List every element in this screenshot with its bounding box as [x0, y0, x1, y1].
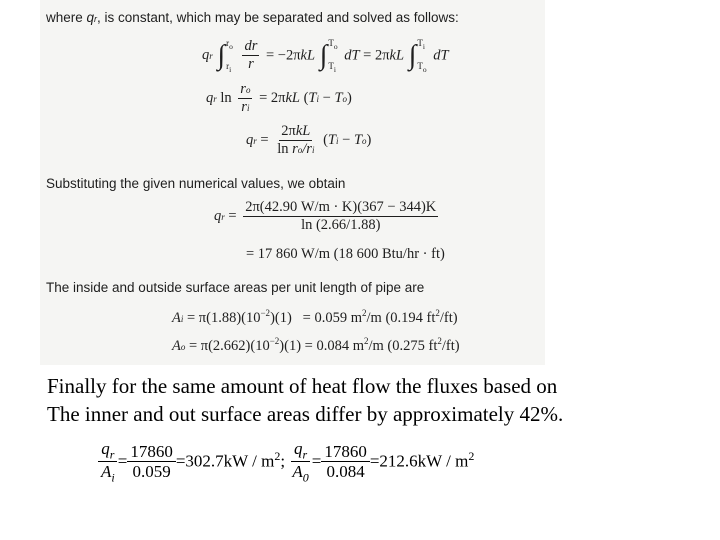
flux-inner-fraction: $\frac{17860}{0.059}$: [127, 443, 176, 481]
caption-line-2: The inner and out surface areas differ by approximately 42%.: [47, 402, 564, 426]
numeric-numerator: 2π(42.90 W/m · K)(367 − 344)K: [245, 199, 437, 215]
flux-inner-result: =302.7kW / m: [175, 451, 275, 471]
scanned-textbook-excerpt: [40, 0, 545, 365]
qr-over-ao: $\frac{q_r}{A_0}$: [292, 439, 309, 485]
equation-qr: qr = $\frac{\text{2πkL}}{\text{ln ro/ri}}$ (Ti − To): [246, 123, 372, 157]
substitute-text: Substituting the given numerical values, we obtain: [46, 176, 346, 191]
caption: [47, 372, 563, 428]
equation-log: qr ln $\frac{ro}{ri}$ = 2πkL (Ti − To): [206, 81, 352, 115]
flux-outer-result: =212.6kW / m: [369, 451, 469, 471]
qr-over-ai: $\frac{q_r}{A_i}$: [98, 440, 118, 485]
numeric-denominator: ln (2.66/1.88): [301, 216, 381, 233]
intro-text: where qr, is constant, which may be separated and solved as follows:: [46, 10, 459, 25]
areas-intro-text: The inside and outside surface areas per unit length of pipe are: [46, 280, 425, 295]
flux-outer-fraction: $\frac{17860}{0.084}$: [321, 443, 370, 481]
flux-equation: $\frac{q_r}{A_i}$ = $\frac{17860}{0.059}$ $=302.7kW / m^2$; $\frac{q_r}{A_0}$ = $\frac{17860}{0.084}$ $=212.6kW / m^2$: [98, 440, 474, 485]
equation-integral: qr ∫ $r_o$ $r_i$ $\frac{dr}{r}$ = −2πkL ∫ $T_o$ $T_i$ dT = 2πkL ∫ $T_i$ $T_o$ dT: [202, 38, 449, 74]
caption-line-1: Finally for the same amount of heat flow the fluxes based on: [47, 374, 558, 398]
equation-numeric: qr = $\frac{2\pi(42.90 W/m \cdot K)(367 - 344)K}{\ln (2.66/1.88)}$: [214, 199, 437, 233]
equation-outer-area: $Ao = \pi(2.662)(10^{-2})(1) = 0.084$ $m^2/m$ (0.275 $ft^2/ft$): [172, 336, 460, 354]
equation-result: = 17 860 W/m (18 600 Btu/hr · ft): [246, 246, 445, 262]
equation-inner-area: $Ai = \pi(1.88)(10^{-2})(1) = 0.059$ $m^2/m$ (0.194 $ft^2/ft$): [172, 308, 458, 326]
